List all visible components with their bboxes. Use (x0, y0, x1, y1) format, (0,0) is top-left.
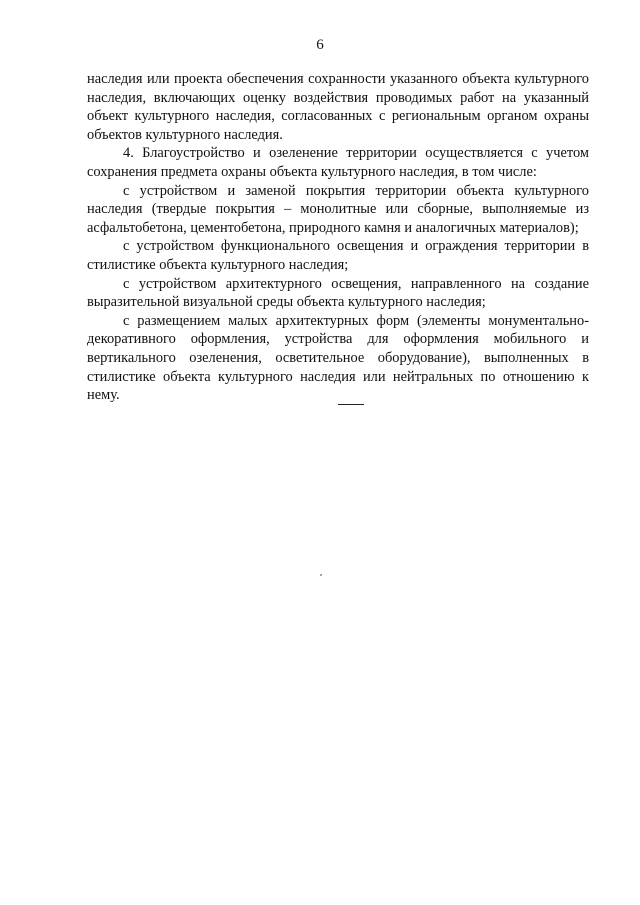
scan-speck (320, 574, 322, 576)
paragraph-pavement: с устройством и заменой покрытия территории объекта культурного наследия (твердые покрытия – монолитные или сборные, выполняемые из асфальтобетона, цементобетона, природного камня и аналогичных материалов); (87, 182, 589, 236)
paragraph-small-architectural-forms: с размещением малых архитектурных форм (элементы монументально-декоративного оформления, устройства для оформления мобильного и вертикального озеленения, осветительное оборудование), выполненных в стилистике объекта культурного наследия или нейтральных по отношению к нему. (87, 312, 589, 404)
paragraph-item-4: 4. Благоустройство и озеленение территории осуществляется с учетом сохранения предмета охраны объекта культурного наследия, в том числе: (87, 145, 589, 180)
end-of-document-line (338, 404, 364, 405)
paragraph-continuation: наследия или проекта обеспечения сохранности указанного объекта культурного наследия, включающих оценку воздействия проводимых работ на указанный объект культурного наследия, согласованных с региональным органом охраны объектов культурного наследия. (87, 71, 589, 143)
page-number: 6 (316, 37, 324, 53)
document-body (87, 70, 589, 405)
paragraph-architectural-lighting: с устройством архитектурного освещения, направленного на создание выразительной визуальной среды объекта культурного наследия; (87, 275, 589, 311)
paragraph-functional-lighting: с устройством функционального освещения и ограждения территории в стилистике объекта культурного наследия; (87, 238, 589, 273)
